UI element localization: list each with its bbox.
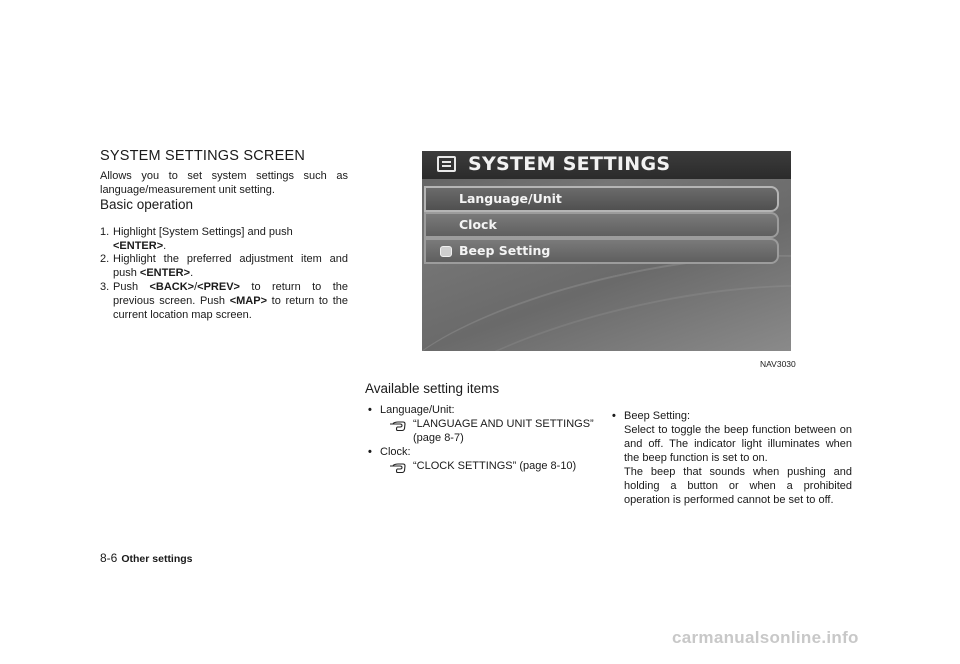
- step-text: .: [190, 267, 194, 279]
- bullet: •: [368, 404, 372, 416]
- key-label: <ENTER>: [139, 267, 191, 279]
- step-number: 3.: [100, 281, 110, 293]
- image-caption: NAV3030: [760, 359, 796, 369]
- reference-text: “LANGUAGE AND UNIT SETTINGS” (page 8-7): [413, 418, 594, 444]
- step-text: to return to the previous screen. Push: [113, 281, 348, 307]
- pointing-hand-icon: [389, 460, 409, 474]
- step-text: .: [163, 240, 167, 252]
- step-number: 2.: [100, 253, 110, 265]
- menu-item-clock[interactable]: [424, 212, 779, 238]
- item-label: Clock:: [380, 446, 411, 458]
- list-item-beep-setting: [612, 409, 852, 507]
- reference-text: “CLOCK SETTINGS” (page 8-10): [413, 460, 577, 472]
- section-title: SYSTEM SETTINGS SCREEN: [100, 148, 306, 164]
- menu-item-label: Language/Unit: [459, 191, 562, 206]
- step-text: to return to the current location map screen.: [113, 295, 349, 321]
- menu-item-label: Clock: [459, 217, 497, 232]
- bullet: •: [612, 410, 616, 422]
- screen-title: SYSTEM SETTINGS: [468, 153, 671, 175]
- item-label: Language/Unit:: [380, 404, 455, 416]
- pointing-hand-icon: [389, 418, 409, 432]
- reference-clock: [389, 459, 601, 473]
- key-label: <MAP>: [229, 295, 267, 307]
- step-text: Highlight [System Settings] and push: [113, 226, 293, 238]
- bullet: •: [368, 446, 372, 458]
- list-item-language-unit: [368, 403, 598, 417]
- key-label: <PREV>: [197, 281, 240, 293]
- basic-operation-heading: Basic operation: [100, 197, 194, 212]
- available-items-heading: Available setting items: [365, 381, 500, 396]
- key-label: <BACK>: [149, 281, 195, 293]
- step-text: Push: [113, 281, 150, 293]
- intro-paragraph: Allows you to set system settings such as language/measurement unit setting.: [100, 170, 348, 196]
- list-icon: [437, 156, 456, 172]
- item-description: The beep that sounds when pushing and holding a button or when a prohibited operation is performed cannot be set to off.: [624, 466, 852, 506]
- indicator-light-icon: [440, 246, 452, 257]
- step-text: /: [194, 281, 198, 293]
- reference-language-unit: [389, 417, 601, 445]
- page-footer: [100, 551, 193, 565]
- step-1: [100, 225, 348, 253]
- page-number: 8-6: [100, 551, 118, 565]
- menu-item-language-unit[interactable]: [424, 186, 779, 212]
- item-label: Beep Setting:: [624, 410, 691, 422]
- section-name: Other settings: [121, 553, 193, 565]
- item-description: Select to toggle the beep function between on and off. The indicator light illuminates when the beep function is set to on.: [624, 424, 852, 464]
- list-item-clock: [368, 445, 598, 459]
- watermark: carmanualsonline.info: [672, 628, 859, 647]
- menu-item-beep-setting[interactable]: [424, 238, 779, 264]
- step-3: [100, 280, 348, 322]
- key-label: <ENTER>: [113, 240, 164, 252]
- screen-title-bar: [422, 151, 791, 179]
- step-2: [100, 252, 348, 280]
- step-number: 1.: [100, 226, 110, 238]
- menu-item-label: Beep Setting: [459, 243, 551, 258]
- system-settings-screen-image: [422, 151, 791, 351]
- step-text: Highlight the preferred adjustment item and push: [113, 253, 348, 279]
